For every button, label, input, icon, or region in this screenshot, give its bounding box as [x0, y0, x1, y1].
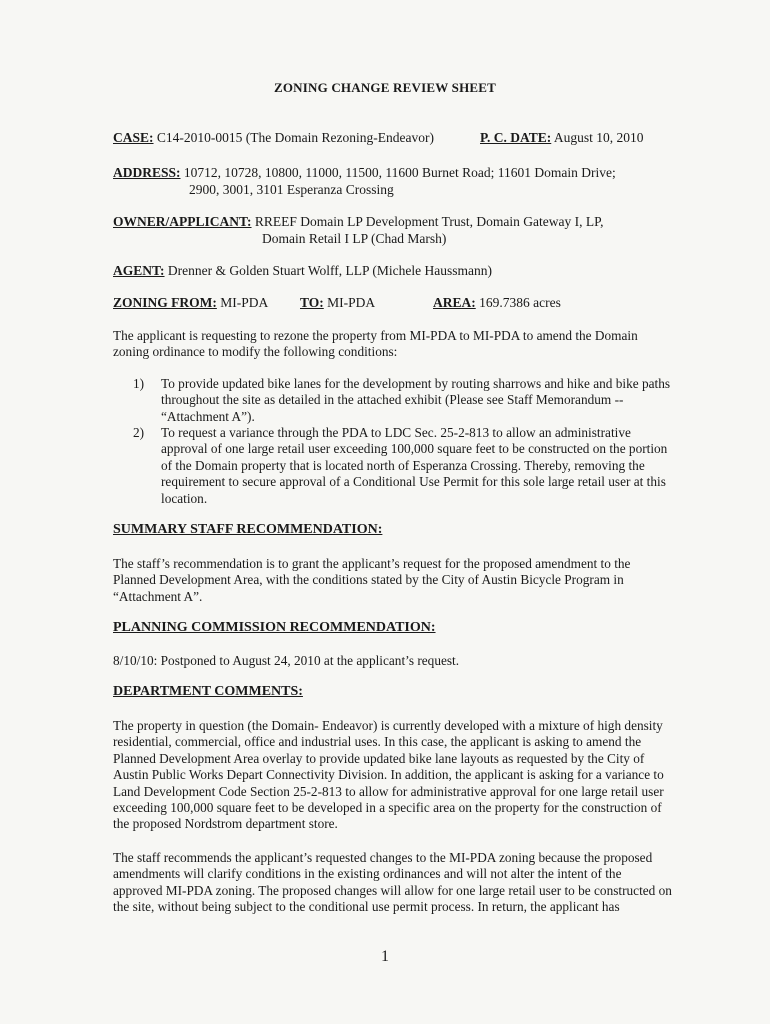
case-row	[113, 130, 434, 146]
owner-row	[113, 214, 604, 230]
page-title: ZONING CHANGE REVIEW SHEET	[273, 80, 497, 95]
zoning-to-row	[300, 295, 375, 311]
owner-label: OWNER/APPLICANT:	[113, 214, 252, 229]
case-label: CASE:	[113, 130, 154, 145]
list-item-number: 1)	[133, 376, 145, 391]
summary-heading: SUMMARY STAFF RECOMMENDATION:	[113, 522, 383, 537]
pc-date-label: P. C. DATE:	[480, 130, 552, 145]
area-row	[433, 295, 561, 311]
agent-value: Drenner & Golden Stuart Wolff, LLP (Michele Haussmann)	[167, 263, 492, 278]
zoning-from-label: ZONING FROM:	[113, 295, 217, 310]
pc-date-row	[480, 130, 644, 146]
address-row	[113, 165, 616, 181]
address-label: ADDRESS:	[113, 165, 181, 180]
zoning-from-row	[113, 295, 268, 311]
list-item	[133, 376, 678, 425]
area-label: AREA:	[433, 295, 476, 310]
list-item-text: To request a variance through the PDA to LDC Sec. 25-2-813 to allow an administrative approval of one large retail user exceeding 100,000 square feet to be constructed on the portion of the Domain property that is located north of Esperanza Crossing. Thereby, removing the requirement to secure approval of a Conditional Use Permit for this sole large retail user at this location.	[161, 425, 668, 506]
page-number: 1	[381, 948, 389, 965]
zoning-to-value: MI-PDA	[327, 295, 376, 310]
pc-date-value: August 10, 2010	[553, 130, 644, 145]
list-item	[133, 425, 678, 507]
agent-label: AGENT:	[113, 263, 165, 278]
agent-row	[113, 263, 492, 279]
zoning-from-value: MI-PDA	[220, 295, 269, 310]
address-line2: 2900, 3001, 3101 Esperanza Crossing	[189, 182, 394, 197]
department-paragraph-1: The property in question (the Domain- Endeavor) is currently developed with a mixture of high density residential, commercial, office and industrial uses. In this case, the applicant is asking to amend the Planned Development Area overlay to provide updated bike lane layouts as requested by the City of Austin Public Works Depart Connectivity Division. In addition, the applicant is asking for a variance to Land Development Code Section 25-2-813 to allow for administrative approval for one large retail user exceeding 100,000 square feet to be developed in a specific area on the property for the construction of the proposed Nordstrom department store.	[113, 718, 664, 832]
planning-heading: PLANNING COMMISSION RECOMMENDATION:	[113, 620, 436, 635]
owner-line1: RREEF Domain LP Development Trust, Domain Gateway I, LP,	[254, 214, 604, 229]
owner-line2: Domain Retail I LP (Chad Marsh)	[262, 231, 447, 246]
intro-paragraph: The applicant is requesting to rezone the property from MI-PDA to MI-PDA to amend the Domain zoning ordinance to modify the following conditions:	[113, 328, 638, 360]
case-value: C14-2010-0015 (The Domain Rezoning-Endeavor)	[156, 130, 434, 145]
address-line1: 10712, 10728, 10800, 11000, 11500, 11600 Burnet Road; 11601 Domain Drive;	[183, 165, 616, 180]
department-paragraph-2: The staff recommends the applicant’s requested changes to the MI-PDA zoning because the proposed amendments will clarify conditions in the existing ordinances and will not alter the intent of the approved MI-PDA zoning. The proposed changes will allow for one large retail user to be constructed on the site, without being subject to the conditional use permit process. In return, the applicant has	[113, 850, 672, 915]
summary-paragraph: The staff’s recommendation is to grant the applicant’s request for the proposed amendment to the Planned Development Area, with the conditions stated by the City of Austin Bicycle Program in “Attachment A”.	[113, 556, 631, 604]
department-heading: DEPARTMENT COMMENTS:	[113, 684, 303, 699]
list-item-number: 2)	[133, 425, 145, 440]
planning-paragraph: 8/10/10: Postponed to August 24, 2010 at the applicant’s request.	[113, 653, 460, 668]
list-item-text: To provide updated bike lanes for the development by routing sharrows and hike and bike paths throughout the site as detailed in the attached exhibit (Please see Staff Memorandum -- “Attachment A”).	[161, 376, 671, 424]
zoning-to-label: TO:	[300, 295, 324, 310]
area-value: 169.7386 acres	[479, 295, 561, 310]
